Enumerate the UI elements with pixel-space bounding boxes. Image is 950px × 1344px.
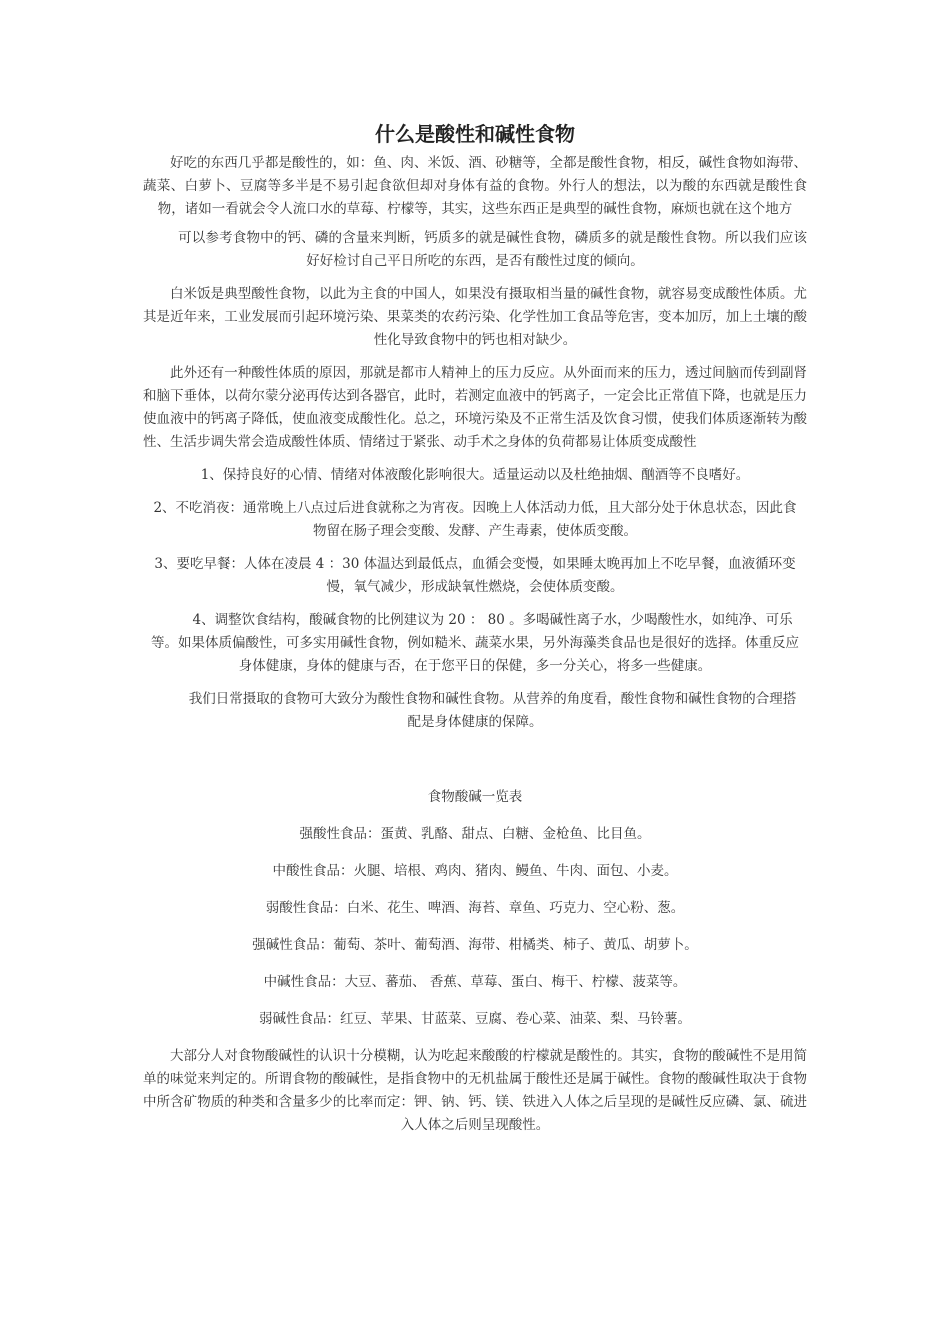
calcium-phosphorus-paragraph: 可以参考食物中的钙、磷的含量来判断，钙质多的就是碱性食物，磷质多的就是酸性食物。所以我们应该好好检讨自己平日所吃的东西，是否有酸性过度的倾向。 — [178, 230, 807, 269]
document-page — [143, 120, 807, 1147]
strong-acid-foods: 强酸性食品：蛋黄、乳酪、甜点、白糖、金枪鱼、比目鱼。 — [299, 826, 651, 842]
strong-alkaline-foods: 强碱性食品：葡萄、茶叶、葡萄酒、海带、柑橘类、柿子、黄瓜、胡萝卜。 — [252, 937, 698, 953]
stress-paragraph: 此外还有一种酸性体质的原因，那就是都市人精神上的压力反应。从外面而来的压力，透过间脑而传到副肾和脑下垂体，以荷尔蒙分泌再传达到各器官，此时，若测定血液中的钙离子，一定会比正常值下降，也就是压力使血液中的钙离子降低，使血液变成酸性化。总之，环境污染及不正常生活及饮食习惯，使我们体质逐渐转为酸性、生活步调失常会造成酸性体质、情绪过于紧张、动手术之身体的负荷都易让体质变成酸性 — [143, 365, 807, 450]
closing-paragraph: 大部分人对食物酸碱性的认识十分模糊，认为吃起来酸酸的柠檬就是酸性的。其实，食物的酸碱性不是用简单的味觉来判定的。所谓食物的酸碱性，是指食物中的无机盐属于酸性还是属于碱性。食物的酸碱性取决于食物中所含矿物质的种类和含量多少的比率而定：钾、钠、钙、镁、铁进入人体之后呈现的是碱性反应磷、氯、硫进入人体之后则呈现酸性。 — [143, 1048, 807, 1133]
intro-paragraph: 好吃的东西几乎都是酸性的，如：鱼、肉、米饭、酒、砂糖等，全都是酸性食物，相反，碱性食物如海带、蔬菜、白萝卜、豆腐等多半是不易引起食欲但却对身体有益的食物。外行人的想法，以为酸的东西就是酸性食物，诸如一看就会令人流口水的草莓、柠檬等，其实，这些东西正是典型的碱性食物，麻烦也就在这个地方 — [143, 155, 807, 217]
tip-item-3: 3、要吃早餐：人体在凌晨 4 ：30 体温达到最低点，血循会变慢，如果睡太晚再加上不吃早餐，血液循环变慢，氧气减少，形成缺氧性燃烧，会使体质变酸。 — [154, 556, 796, 595]
tip-item-1: 1、保持良好的心情、情绪对体液酸化影响很大。适量运动以及杜绝抽烟、酗酒等不良嗜好。 — [200, 467, 750, 483]
weak-alkaline-foods: 弱碱性食品：红豆、苹果、甘蓝菜、豆腐、卷心菜、油菜、梨、马铃薯。 — [259, 1011, 691, 1027]
weak-acid-foods: 弱酸性食品：白米、花生、啤酒、海苔、章鱼、巧克力、空心粉、葱。 — [265, 900, 685, 916]
medium-acid-foods: 中酸性食品：火腿、培根、鸡肉、猪肉、鳗鱼、牛肉、面包、小麦。 — [272, 863, 678, 879]
food-table-title: 食物酸碱一览表 — [427, 789, 523, 805]
page-title: 什么是酸性和碱性食物 — [375, 122, 575, 146]
medium-alkaline-foods: 中碱性食品：大豆、蕃茄、 香蕉、草莓、蛋白、梅干、柠檬、菠菜等。 — [263, 974, 687, 990]
summary-paragraph: 我们日常摄取的食物可大致分为酸性食物和碱性食物。从营养的角度看，酸性食物和碱性食物的合理搭配是身体健康的保障。 — [188, 691, 797, 730]
tip-item-2: 2、不吃消夜：通常晚上八点过后进食就称之为宵夜。因晚上人体活动力低，且大部分处于休息状态，因此食物留在肠子理会变酸、发酵、产生毒素，使体质变酸。 — [153, 500, 797, 539]
white-rice-paragraph: 白米饭是典型酸性食物，以此为主食的中国人，如果没有摄取相当量的碱性食物，就容易变成酸性体质。尤其是近年来，工业发展而引起环境污染、果菜类的农药污染、化学性加工食品等危害，变本加厉，加上土壤的酸性化导致食物中的钙也相对缺少。 — [143, 286, 807, 348]
tip-item-4: 4、调整饮食结构，酸碱食物的比例建议为 20 ： 80 。多喝碱性离子水，少喝酸性水，如纯净、可乐等。如果体质偏酸性，可多实用碱性食物，例如糙米、蔬菜水果，另外海藻类食品也是很好的选择。体重反应身体健康，身体的健康与否，在于您平日的保健，多一分关心，将多一些健康。 — [151, 612, 799, 674]
section-spacer — [143, 744, 807, 786]
